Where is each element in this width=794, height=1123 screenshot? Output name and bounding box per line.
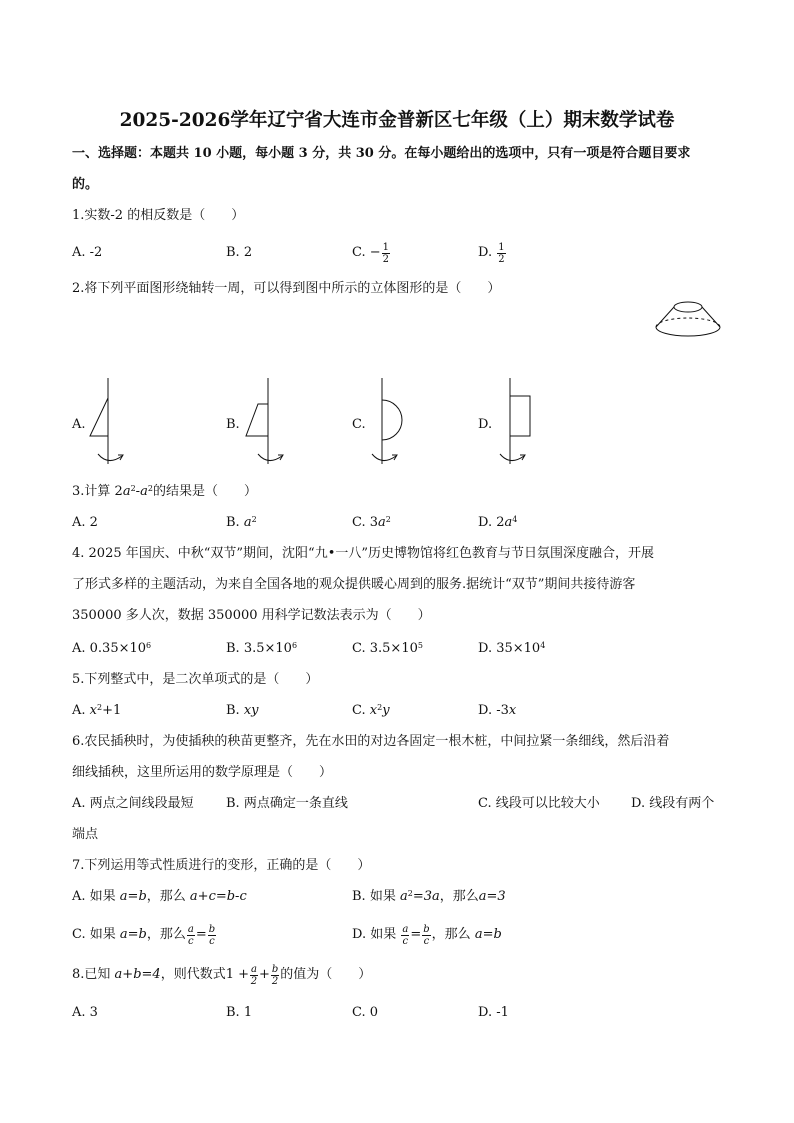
q3-b-var: a [243, 515, 252, 530]
q2-option-d-figure [486, 378, 546, 468]
q5-c-var2: y [382, 703, 390, 718]
q7-b-pre: B. 如果 [352, 889, 396, 904]
q4-d-base: D. 35×10 [478, 641, 541, 656]
q4-option-d [478, 641, 545, 657]
q1-d-prefix: D. [478, 245, 493, 260]
q5-b-pre: B. [226, 703, 240, 718]
q2-option-b-figure [244, 378, 294, 468]
q8-option-a: A. 3 [72, 1005, 98, 1020]
q1-d-num: 1 [498, 241, 505, 253]
q4-d-exp: 4 [540, 641, 546, 650]
q7-d-eq: = [410, 927, 422, 942]
q8-n2: b [271, 963, 279, 975]
q7-d-frac1 [401, 924, 409, 947]
q7-c-eq: = [195, 927, 207, 942]
q1-stem: 1.实数-2 的相反数是（ ） [72, 208, 245, 223]
q3-stem [72, 484, 257, 500]
q7-c-d2: c [209, 935, 215, 947]
q6-option-a: A. 两点之间线段最短 [72, 796, 194, 811]
q3-option-d [478, 515, 517, 531]
q8-stem-post: 的值为（ ） [280, 967, 372, 982]
q4-option-a [72, 641, 151, 657]
q1-c-num: 1 [382, 241, 390, 253]
q5-c-var1: x [369, 703, 378, 718]
q5-d-var: x [508, 703, 517, 718]
q8-expr-1: 1 + [225, 967, 249, 982]
q7-c-cond: a=b [119, 927, 147, 942]
q7-option-d [352, 918, 502, 952]
q4-option-c [352, 641, 423, 657]
q4-a-exp: 6 [146, 641, 152, 650]
q5-c-pre: C. [352, 703, 366, 718]
q7-d-frac2 [422, 924, 430, 947]
q7-d-n1: a [402, 923, 409, 935]
q8-stem-pre: 8.已知 [72, 967, 111, 982]
q7-c-d1: c [188, 935, 194, 947]
q7-c-n1: a [187, 923, 194, 935]
q5-d-pre: D. -3 [478, 703, 509, 718]
q8-frac2 [271, 964, 279, 987]
q3-stem-pre: 3.计算 2 [72, 484, 123, 499]
q8-option-c: C. 0 [352, 1005, 379, 1020]
q7-option-b [352, 889, 506, 905]
q4-a-base: A. 0.35×10 [72, 641, 147, 656]
q3-b-pre: B. [226, 515, 240, 530]
q7-option-c [72, 918, 217, 952]
q1-c-den: 2 [382, 253, 390, 265]
q3-d-pre: D. 2 [478, 515, 505, 530]
q4-line1: 4. 2025 年国庆、中秋“双节”期间，沈阳“九•一八”历史博物馆将红色教育与节日氛围深度融合，开展 [72, 546, 655, 561]
q5-c-exp: 2 [377, 703, 383, 712]
q1-option-d [478, 236, 507, 270]
q7-c-frac2 [208, 924, 216, 947]
q6-option-d-cont: 端点 [72, 827, 99, 842]
q5-option-c [352, 703, 390, 719]
q7-a-cond: a=b [119, 889, 147, 904]
q3-exp1: 2 [130, 484, 136, 493]
q1-d-den: 2 [498, 253, 505, 265]
q7-b-res: a=3 [478, 889, 506, 904]
q2-option-c-figure [358, 378, 418, 468]
q2-option-d-label: D. [478, 417, 493, 432]
q8-plus: + [258, 967, 270, 982]
q7-stem: 7.下列运用等式性质进行的变形，正确的是（ ） [72, 858, 371, 873]
q7-b-mid: ，那么 [439, 889, 479, 904]
q1-d-fraction [497, 242, 505, 265]
q8-option-b: B. 1 [226, 1005, 253, 1020]
q4-option-b [226, 641, 297, 657]
q7-c-n2: b [208, 923, 216, 935]
q3-option-b [226, 515, 257, 531]
q4-b-base: B. 3.5×10 [226, 641, 292, 656]
q2-option-b-label: B. [226, 417, 240, 432]
section-header-line1: 一、选择题：本题共 10 小题，每小题 3 分，共 30 分。在每小题给出的选项中，只有一项是符合题目要求 [72, 146, 691, 161]
q3-option-c [352, 515, 391, 531]
q4-c-base: C. 3.5×10 [352, 641, 418, 656]
section-header-line2: 的。 [72, 177, 99, 192]
q3-d-var: a [504, 515, 513, 530]
q3-stem-post: 的结果是（ ） [152, 484, 257, 499]
q6-line2: 细线插秧，这里所运用的数学原理是（ ） [72, 765, 333, 780]
q7-a-res: a+c=b-c [189, 889, 247, 904]
q3-b-exp: 2 [251, 515, 257, 524]
q7-a-mid: ，那么 [146, 889, 186, 904]
q3-option-a: A. 2 [72, 515, 98, 530]
q4-c-exp: 5 [417, 641, 423, 650]
q5-stem: 5.下列整式中，是二次单项式的是（ ） [72, 672, 319, 687]
q7-b-cond2: =3a [412, 889, 440, 904]
q7-d-d2: c [423, 935, 430, 947]
q4-line3: 350000 多人次，数据 350000 用科学记数法表示为（ ） [72, 608, 431, 623]
q7-c-frac1 [187, 924, 195, 947]
page-title: 2025-2026学年辽宁省大连市金普新区七年级（上）期末数学试卷 [119, 110, 675, 131]
q5-option-d [478, 703, 516, 719]
q1-option-c [352, 236, 391, 270]
q6-option-b: B. 两点确定一条直线 [226, 796, 348, 811]
q8-stem [72, 958, 371, 992]
q5-a-var: x [89, 703, 98, 718]
q7-d-pre: D. 如果 [352, 927, 397, 942]
q6-option-c: C. 线段可以比较大小 [478, 796, 600, 811]
q7-d-res: a=b [474, 927, 502, 942]
q5-a-exp: 2 [97, 703, 103, 712]
q2-option-a-label: A. [72, 417, 86, 432]
q2-option-c-label: C. [352, 417, 366, 432]
q7-d-d1: c [402, 935, 409, 947]
q1-c-prefix: C. − [352, 245, 381, 260]
q2-option-a-figure [84, 378, 134, 468]
q5-a-pre: A. [72, 703, 86, 718]
q1-option-b: B. 2 [226, 245, 253, 260]
q8-d1: 2 [250, 975, 258, 987]
q3-var-a2: a [140, 484, 148, 499]
q7-d-n2: b [423, 923, 430, 935]
q7-c-mid: ，那么 [146, 927, 186, 942]
q3-minus: - [135, 484, 141, 499]
q8-stem-mid: ，则代数式 [160, 967, 226, 982]
q3-d-exp: 4 [512, 515, 518, 524]
q7-option-a [72, 889, 247, 905]
q7-b-exp: 2 [407, 889, 413, 898]
q3-var-a1: a [122, 484, 131, 499]
q8-frac1 [250, 964, 258, 987]
q7-d-mid: ，那么 [431, 927, 471, 942]
q1-option-a: A. -2 [72, 245, 103, 260]
q4-b-exp: 6 [291, 641, 298, 650]
q4-line2: 了形式多样的主题活动，为来自全国各地的观众提供暖心周到的服务.据统计“双节”期间共接待游客 [72, 577, 636, 592]
q6-option-d: D. 线段有两个 [631, 796, 715, 811]
q6-line1: 6.农民插秧时，为使插秧的秧苗更整齐，先在水田的对边各固定一根木桩，中间拉紧一条细线，然后沿着 [72, 734, 670, 749]
q8-cond: a+b=4 [114, 967, 161, 982]
q5-option-b [226, 703, 259, 719]
q8-d2: 2 [271, 975, 279, 987]
q3-c-var: a [378, 515, 386, 530]
frustum-figure [650, 300, 730, 345]
q3-c-exp: 2 [385, 515, 391, 524]
q8-option-d: D. -1 [478, 1005, 509, 1020]
q7-b-cond1: a [399, 889, 408, 904]
q5-a-post: +1 [102, 703, 122, 718]
q3-c-pre: C. 3 [352, 515, 379, 530]
q1-c-fraction [382, 242, 390, 265]
q5-b-var: xy [243, 703, 259, 718]
q8-n1: a [251, 963, 257, 975]
q7-c-pre: C. 如果 [72, 927, 116, 942]
q5-option-a [72, 703, 121, 719]
q2-stem: 2.将下列平面图形绕轴转一周，可以得到图中所示的立体图形的是（ ） [72, 281, 501, 296]
q7-a-pre: A. 如果 [72, 889, 116, 904]
q3-exp2: 2 [147, 484, 153, 493]
